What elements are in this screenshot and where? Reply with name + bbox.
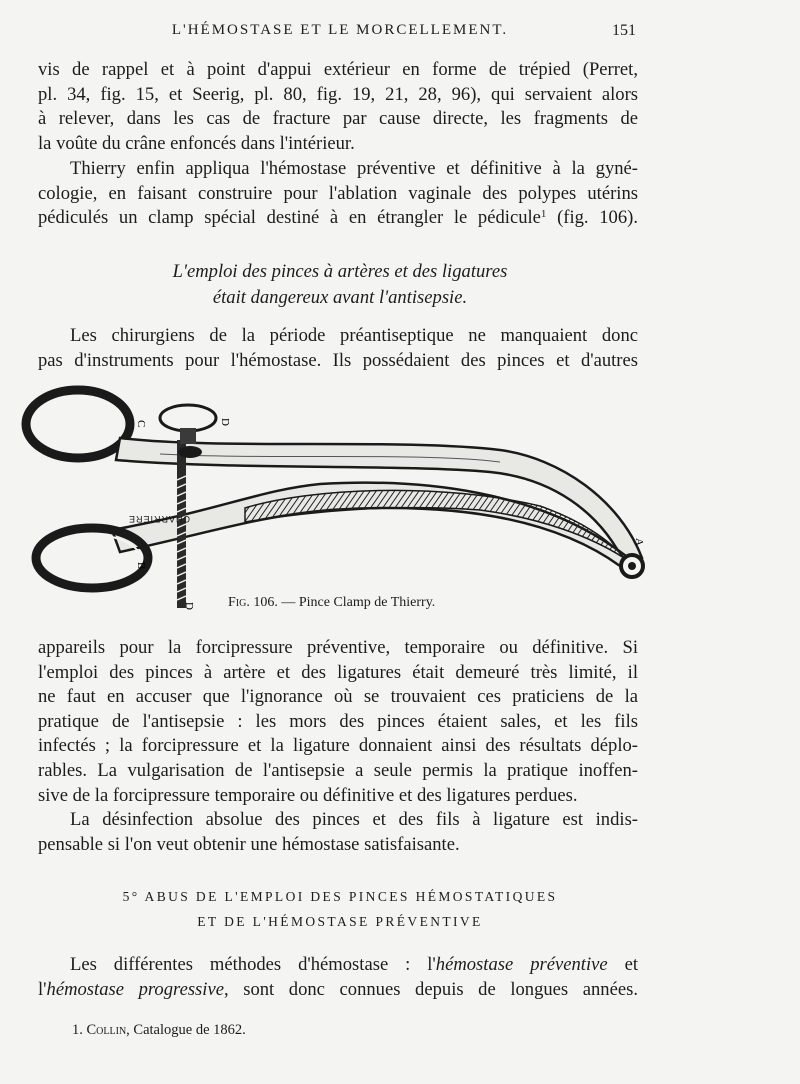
text-line: sive de la forcipressure temporaire ou définitive et des ligatures perdues. xyxy=(38,784,578,806)
label-b: B xyxy=(135,562,147,570)
label-d-bottom: D xyxy=(183,602,195,610)
figure-caption-text: — Pince Clamp de Thierry. xyxy=(277,595,436,610)
text-segment: pédiculés un clamp spécial destiné à en étrangler le pédicule xyxy=(38,207,541,229)
text-line: pratique de l'antisepsie : les mors des pinces étaient sales, et les fils xyxy=(38,710,638,732)
text-line: à relever, dans les cas de fracture par cause directe, les fragments de xyxy=(38,108,638,130)
label-d-top: D xyxy=(219,418,231,426)
running-title: L'HÉMOSTASE ET LE MORCELLEMENT. xyxy=(171,22,509,38)
text-line: vis de rappel et à point d'appui extérieur en forme de trépied (Perret, xyxy=(38,59,638,80)
text-line: Thierry enfin appliqua l'hémostase préventive et définitive à la gyné- xyxy=(70,158,638,179)
text-line xyxy=(38,978,638,1003)
footnote-number: 1. xyxy=(72,1022,83,1038)
footnote-author: Collin xyxy=(86,1022,127,1038)
text-line: pas d'instruments pour l'hémostase. Ils possédaient des pinces et d'autres xyxy=(38,349,638,371)
paragraph-1 xyxy=(38,58,638,156)
text-line: cologie, en faisant construire pour l'ablation vaginale des polypes utérins xyxy=(38,182,638,204)
text-segment: , sont donc connues depuis de longues années. xyxy=(223,978,638,1000)
section-heading-line: ET DE L'HÉMOSTASE PRÉVENTIVE xyxy=(197,914,483,929)
section-heading xyxy=(40,884,640,934)
section-heading-line: 5° ABUS DE L'EMPLOI DES PINCES HÉMOSTATIQUES xyxy=(122,889,558,904)
label-a: A xyxy=(633,538,645,546)
text-line: La désinfection absolue des pinces et des fils à ligature est indis- xyxy=(70,809,638,830)
text-line xyxy=(38,953,638,978)
footnote-text: , Catalogue de 1862. xyxy=(126,1022,246,1038)
text-line xyxy=(38,206,638,231)
hatched-jaw xyxy=(245,490,624,558)
section-heading xyxy=(40,259,640,311)
section-heading-line: L'emploi des pinces à artères et des ligatures xyxy=(172,261,508,282)
text-line: la voûte du crâne enfoncés dans l'intérieur. xyxy=(38,132,355,154)
italic-term: hémostase préventive xyxy=(435,954,608,975)
section-heading-line: était dangereux avant l'antisepsie. xyxy=(212,287,468,308)
text-segment: (fig. 106). xyxy=(546,207,638,229)
text-line: Les chirurgiens de la période préantiseptique ne manquaient donc xyxy=(70,325,638,346)
text-segment: et xyxy=(607,954,638,975)
figure-caption xyxy=(228,595,435,611)
paragraph-4 xyxy=(38,636,638,808)
label-c: C xyxy=(135,420,147,428)
footnote xyxy=(72,1022,246,1039)
text-line: infectés ; la forcipressure et la ligature donnaient ainsi des résultats déplo- xyxy=(38,735,638,757)
thumb-screw xyxy=(160,405,216,431)
figure-clamp-illustration xyxy=(20,380,660,620)
paragraph-3 xyxy=(38,324,638,373)
figure-number: Fig. 106. xyxy=(228,595,278,610)
text-line: l'emploi des pinces à artère et des ligatures était demeuré très limité, il xyxy=(38,661,638,683)
text-line: pl. 34, fig. 15, et Seerig, pl. 80, fig. 19, 21, 28, 96), qui servaient alors xyxy=(38,83,638,105)
lower-ring xyxy=(36,528,148,588)
text-line: pensable si l'on veut obtenir une hémostase satisfaisante. xyxy=(38,833,460,855)
upper-ring xyxy=(26,390,130,458)
engraving-text: CHARRIERE xyxy=(127,514,190,524)
paragraph-5 xyxy=(38,808,638,857)
paragraph-6 xyxy=(38,953,638,1002)
text-segment: Les différentes méthodes d'hémostase : l' xyxy=(70,954,436,975)
footnote-marker: 1 xyxy=(540,208,547,221)
text-line: rables. La vulgarisation de l'antisepsie a seule permis la pratique inoffen- xyxy=(38,759,638,781)
text-segment: l' xyxy=(38,978,47,1000)
italic-term: hémostase progressive xyxy=(46,978,224,1000)
text-line: ne faut en accuser que l'ignorance où se trouvaient ces praticiens de la xyxy=(38,686,638,708)
text-line: appareils pour la forcipressure préventive, temporaire ou définitive. Si xyxy=(38,637,638,658)
page-number: 151 xyxy=(612,22,636,39)
paragraph-2 xyxy=(38,157,638,231)
